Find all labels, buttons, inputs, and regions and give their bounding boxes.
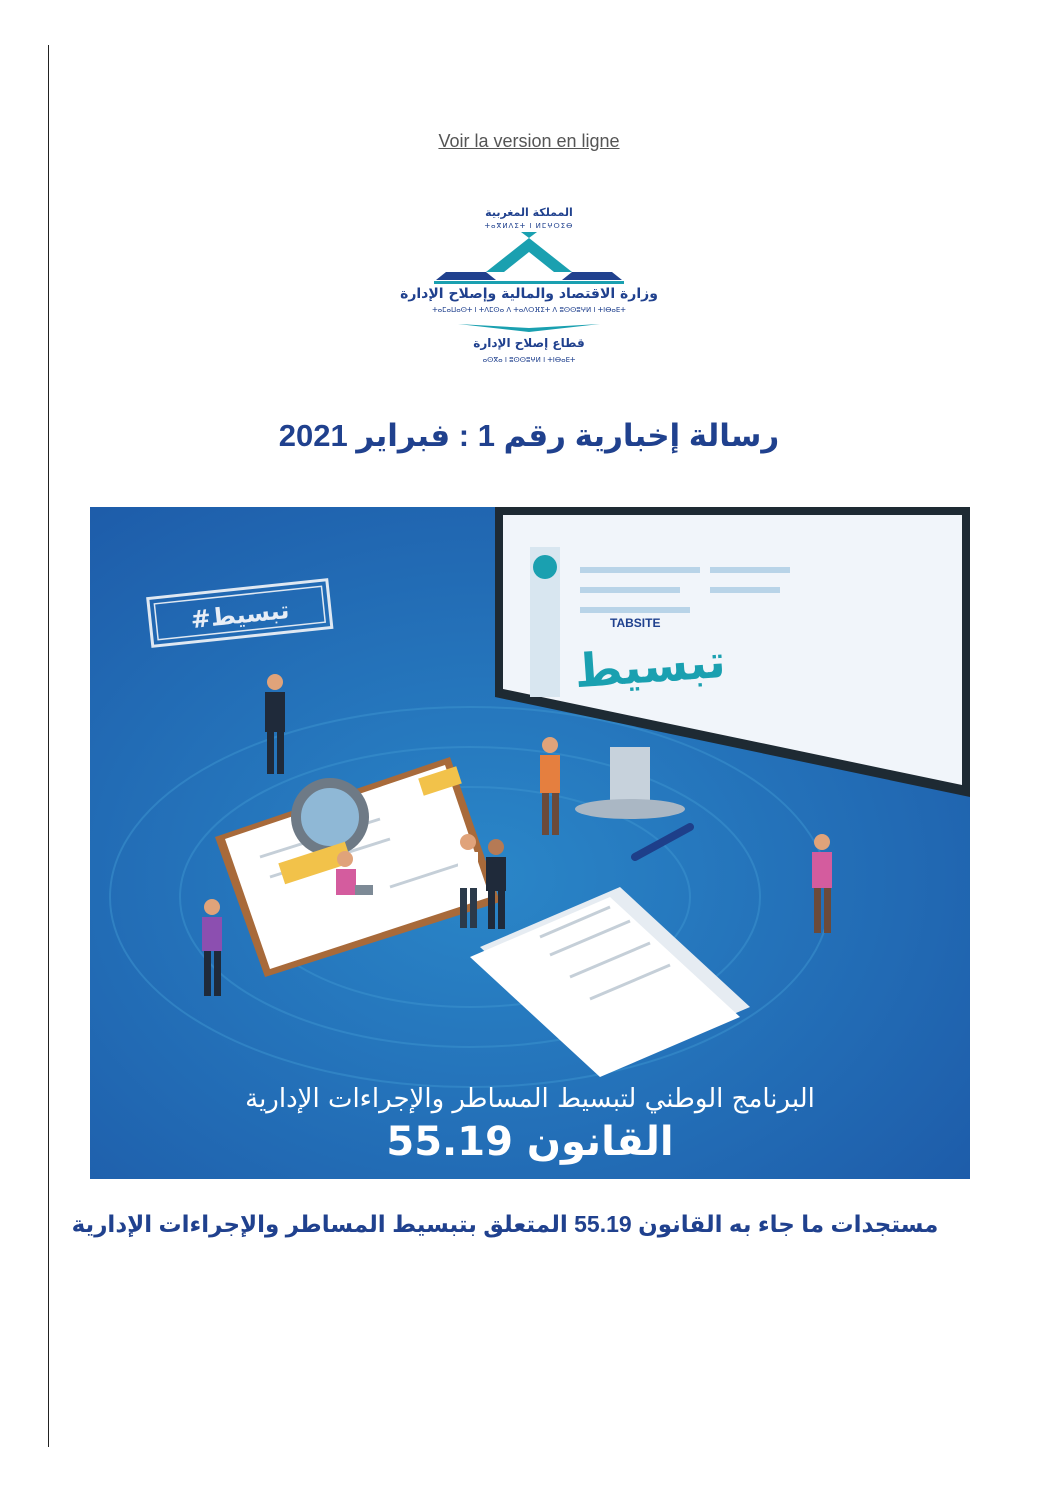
online-version-link[interactable]: Voir la version en ligne [438, 131, 620, 151]
stamp-text: #تبسيط [189, 595, 291, 635]
left-margin-rule [48, 45, 49, 1447]
logo-sector-ar: قطاع إصلاح الإدارة [473, 336, 585, 350]
logo-kingdom-tifinagh: ⵜⴰⴳⵍⴷⵉⵜ ⵏ ⵍⵎⵖⵔⵉⴱ [484, 222, 574, 230]
logo-emblem-icon [426, 232, 632, 286]
hero-caption-line2: القانون 55.19 [386, 1119, 674, 1165]
logo-ministry-ar: وزارة الاقتصاد والمالية وإصلاح الإدارة [400, 286, 658, 302]
newsletter-subtitle: مستجدات ما جاء به القانون 55.19 المتعلق بتبسيط المساطر والإجراءات الإدارية [71, 1211, 939, 1237]
screen-brand-ar: تبسيط [572, 633, 728, 699]
logo-sector-tifinagh: ⴰⵙⴳⴰ ⵏ ⵓⵙⵙⵓⵖⵍ ⵏ ⵜⵏⴱⴰⴹⵜ [482, 356, 576, 364]
screen-brand-latin: TABSITE [610, 616, 661, 630]
newsletter-title: رسالة إخبارية رقم 1 : فبراير 2021 [278, 418, 780, 453]
hero-illustration [90, 507, 970, 1179]
ministry-logo [398, 198, 660, 376]
logo-kingdom-ar: المملكة المغربية [485, 206, 573, 219]
logo-divider-icon [398, 322, 660, 334]
logo-ministry-tifinagh: ⵜⴰⵎⴰⵡⴰⵙⵜ ⵏ ⵜⴷⵎⵙⴰ ⴷ ⵜⴰⴷⵔⴼⵉⵜ ⴷ ⵓⵙⵙⵓⵖⵍ ⵏ ⵜⵏⴱⴰⴹⵜ [432, 306, 626, 314]
hero-caption-line1: البرنامج الوطني لتبسيط المساطر والإجراءات الإدارية [245, 1084, 815, 1114]
